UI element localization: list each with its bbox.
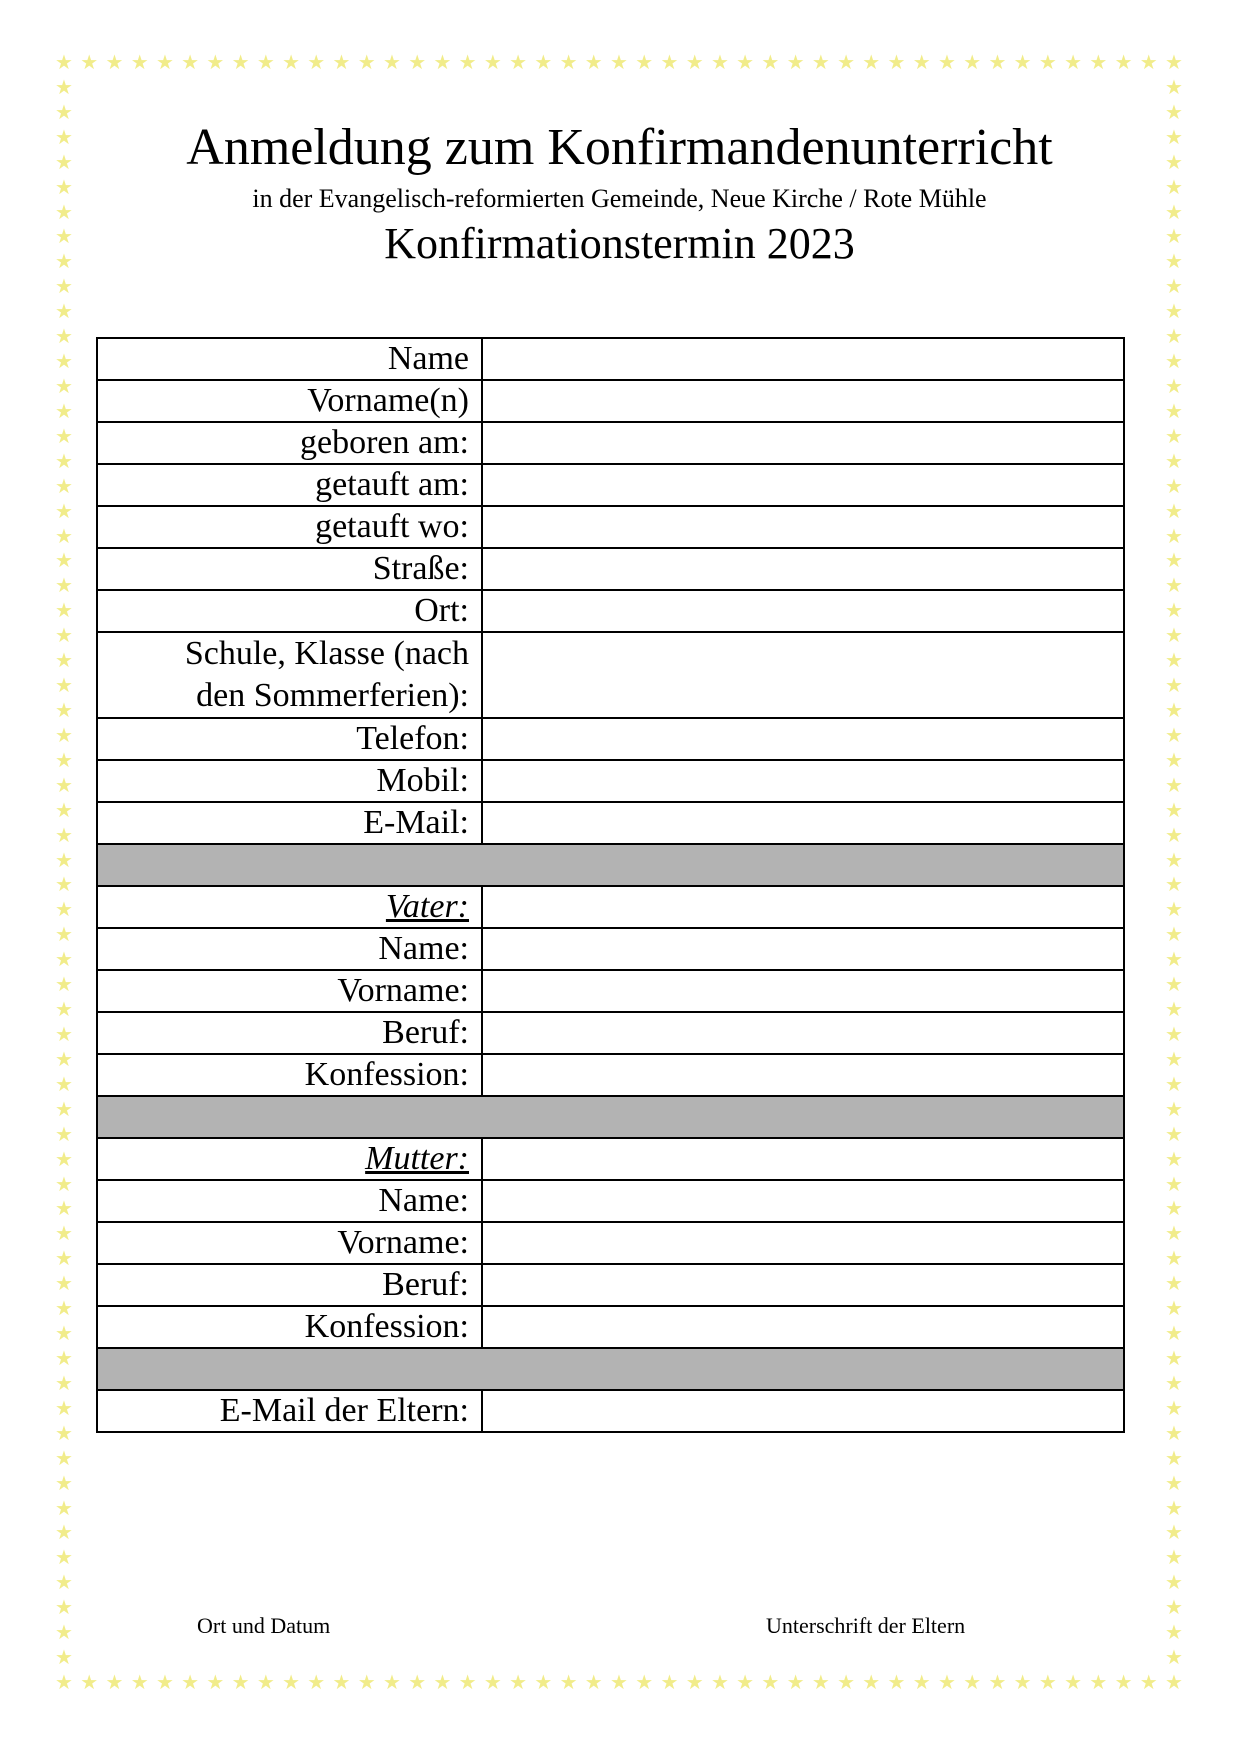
star-icon: ★ xyxy=(433,1670,452,1694)
star-icon: ★ xyxy=(282,50,300,74)
star-icon: ★ xyxy=(1165,99,1183,124)
field-father-name[interactable] xyxy=(482,928,1124,970)
star-icon: ★ xyxy=(1064,50,1083,74)
father-heading-text: Vater: xyxy=(385,888,469,925)
star-icon: ★ xyxy=(862,50,881,74)
star-icon: ★ xyxy=(1165,249,1183,274)
separator-bar xyxy=(97,1348,1124,1390)
place-date-label: Ort und Datum xyxy=(197,1613,331,1638)
star-icon: ★ xyxy=(55,274,73,299)
star-icon: ★ xyxy=(509,1670,528,1694)
star-icon: ★ xyxy=(55,673,73,698)
star-icon: ★ xyxy=(256,50,275,74)
star-icon: ★ xyxy=(988,50,1007,74)
star-icon: ★ xyxy=(1165,1171,1183,1196)
star-icon: ★ xyxy=(55,698,73,722)
label-first-names: Vorname(n) xyxy=(97,380,482,422)
label-parents-email: E-Mail der Eltern: xyxy=(97,1390,482,1432)
field-email[interactable] xyxy=(482,802,1124,844)
star-icon: ★ xyxy=(1165,224,1183,249)
field-name[interactable] xyxy=(482,338,1124,380)
star-icon: ★ xyxy=(1165,598,1183,623)
star-icon: ★ xyxy=(55,224,73,249)
star-icon: ★ xyxy=(55,548,73,573)
star-icon: ★ xyxy=(55,374,73,398)
star-icon: ★ xyxy=(256,1670,275,1694)
star-icon: ★ xyxy=(534,1670,553,1694)
star-icon: ★ xyxy=(55,1395,73,1420)
star-icon: ★ xyxy=(1013,1670,1032,1694)
star-icon: ★ xyxy=(382,50,401,74)
star-icon: ★ xyxy=(710,50,729,74)
label-school-line2: den Sommerferien): xyxy=(196,677,469,714)
star-icon: ★ xyxy=(55,1370,73,1395)
field-mother-profession[interactable] xyxy=(482,1264,1124,1306)
star-icon: ★ xyxy=(55,299,73,324)
star-icon: ★ xyxy=(1089,50,1108,74)
label-mother-profession: Beruf: xyxy=(97,1264,482,1306)
star-icon: ★ xyxy=(1165,498,1183,523)
separator-bar xyxy=(97,844,1124,886)
field-first-names[interactable] xyxy=(482,380,1124,422)
star-icon: ★ xyxy=(55,1271,73,1296)
star-icon: ★ xyxy=(55,1445,73,1470)
star-icon: ★ xyxy=(862,1670,881,1694)
star-icon: ★ xyxy=(635,50,654,74)
star-icon: ★ xyxy=(559,1670,578,1694)
star-icon: ★ xyxy=(1165,897,1183,922)
field-father-confession[interactable] xyxy=(482,1054,1124,1096)
star-icon: ★ xyxy=(1165,747,1183,772)
star-icon: ★ xyxy=(1165,1495,1183,1520)
star-icon: ★ xyxy=(811,1670,830,1694)
star-icon: ★ xyxy=(1165,772,1183,797)
star-icon: ★ xyxy=(1165,623,1183,648)
star-icon: ★ xyxy=(1165,324,1183,349)
star-icon: ★ xyxy=(458,1670,477,1694)
star-icon: ★ xyxy=(1165,473,1183,498)
star-icon: ★ xyxy=(584,1670,603,1694)
label-father-first-name: Vorname: xyxy=(97,970,482,1012)
star-icon: ★ xyxy=(963,1670,982,1694)
star-icon: ★ xyxy=(1165,1146,1183,1171)
star-icon: ★ xyxy=(382,1670,401,1694)
star-icon: ★ xyxy=(55,747,73,772)
star-icon: ★ xyxy=(1165,673,1183,698)
star-icon: ★ xyxy=(55,598,73,623)
field-baptism-date[interactable] xyxy=(482,464,1124,506)
label-father-name: Name: xyxy=(97,928,482,970)
star-icon: ★ xyxy=(1165,1271,1183,1296)
star-icon: ★ xyxy=(736,1670,755,1694)
star-icon: ★ xyxy=(1165,523,1183,548)
star-icon: ★ xyxy=(55,1470,73,1495)
star-icon: ★ xyxy=(55,922,73,947)
star-icon: ★ xyxy=(155,50,174,74)
star-icon: ★ xyxy=(887,50,906,74)
star-icon: ★ xyxy=(55,822,73,847)
star-icon: ★ xyxy=(1165,648,1183,673)
star-icon: ★ xyxy=(1165,1321,1183,1346)
field-birth-date[interactable] xyxy=(482,422,1124,464)
star-icon: ★ xyxy=(1165,374,1183,398)
star-icon: ★ xyxy=(55,972,73,997)
star-icon: ★ xyxy=(155,1670,174,1694)
star-icon: ★ xyxy=(55,249,73,274)
star-icon: ★ xyxy=(55,498,73,523)
star-icon: ★ xyxy=(1165,1296,1183,1321)
star-icon: ★ xyxy=(332,50,351,74)
star-icon: ★ xyxy=(55,1096,73,1121)
page-title: Anmeldung zum Konfirmandenunterricht xyxy=(186,119,1053,176)
star-icon: ★ xyxy=(55,1595,73,1620)
star-icon: ★ xyxy=(610,1670,628,1694)
label-name: Name xyxy=(97,338,482,380)
label-school-line1: Schule, Klasse (nach xyxy=(184,635,469,672)
star-icon: ★ xyxy=(55,1346,73,1370)
star-icon: ★ xyxy=(1165,972,1183,997)
star-icon: ★ xyxy=(55,947,73,972)
star-icon: ★ xyxy=(307,1670,326,1694)
star-icon: ★ xyxy=(1165,1221,1183,1246)
star-icon: ★ xyxy=(55,1171,73,1196)
star-icon: ★ xyxy=(55,1495,73,1520)
star-icon: ★ xyxy=(1165,1346,1183,1370)
star-icon: ★ xyxy=(1165,149,1183,174)
star-icon: ★ xyxy=(55,174,73,199)
star-icon: ★ xyxy=(55,1296,73,1321)
star-icon: ★ xyxy=(55,324,73,349)
star-icon: ★ xyxy=(408,1670,427,1694)
star-icon: ★ xyxy=(1114,1670,1133,1694)
star-icon: ★ xyxy=(1139,50,1158,74)
field-street[interactable] xyxy=(482,548,1124,590)
label-school xyxy=(97,632,482,718)
label-city: Ort: xyxy=(97,590,482,632)
star-icon: ★ xyxy=(1038,50,1057,74)
star-icon: ★ xyxy=(1089,1670,1108,1694)
field-mother-name[interactable] xyxy=(482,1180,1124,1222)
star-icon: ★ xyxy=(55,772,73,797)
star-icon: ★ xyxy=(55,50,73,74)
star-icon: ★ xyxy=(1165,1246,1183,1271)
label-mother-first-name: Vorname: xyxy=(97,1222,482,1264)
label-father-profession: Beruf: xyxy=(97,1012,482,1054)
star-icon: ★ xyxy=(483,50,502,74)
star-icon: ★ xyxy=(1165,423,1183,448)
star-icon: ★ xyxy=(55,1146,73,1171)
star-icon: ★ xyxy=(1165,872,1183,897)
signature-label: Unterschrift der Eltern xyxy=(766,1613,966,1638)
star-icon: ★ xyxy=(55,897,73,922)
star-icon: ★ xyxy=(55,349,73,374)
star-icon: ★ xyxy=(55,797,73,822)
star-icon: ★ xyxy=(357,50,376,74)
star-icon: ★ xyxy=(1165,199,1183,224)
star-icon: ★ xyxy=(55,573,73,598)
star-icon: ★ xyxy=(1165,174,1183,199)
star-icon: ★ xyxy=(55,473,73,498)
star-icon: ★ xyxy=(1165,847,1183,872)
label-mother-confession: Konfession: xyxy=(97,1306,482,1348)
star-icon: ★ xyxy=(1165,1370,1183,1395)
star-icon: ★ xyxy=(610,50,628,74)
star-icon: ★ xyxy=(55,1046,73,1071)
star-icon: ★ xyxy=(55,1246,73,1271)
star-icon: ★ xyxy=(660,50,679,74)
star-icon: ★ xyxy=(55,1520,73,1545)
star-icon: ★ xyxy=(685,50,704,74)
star-icon: ★ xyxy=(1165,1046,1183,1071)
star-icon: ★ xyxy=(1165,1121,1183,1146)
star-icon: ★ xyxy=(231,50,250,74)
star-icon: ★ xyxy=(307,50,326,74)
star-icon: ★ xyxy=(1165,1395,1183,1420)
star-icon: ★ xyxy=(55,523,73,548)
star-icon: ★ xyxy=(660,1670,679,1694)
star-icon: ★ xyxy=(55,74,73,99)
field-father-first-name[interactable] xyxy=(482,970,1124,1012)
father-heading xyxy=(97,886,482,928)
star-icon: ★ xyxy=(786,50,805,74)
star-icon: ★ xyxy=(130,50,149,74)
star-icon: ★ xyxy=(1165,698,1183,722)
field-mobile[interactable] xyxy=(482,760,1124,802)
star-icon: ★ xyxy=(55,199,73,224)
star-icon: ★ xyxy=(55,997,73,1022)
star-icon: ★ xyxy=(55,1321,73,1346)
star-icon: ★ xyxy=(937,1670,956,1694)
star-icon: ★ xyxy=(55,1420,73,1445)
star-icon: ★ xyxy=(1165,797,1183,822)
star-icon: ★ xyxy=(1165,1595,1183,1620)
label-baptism-place: getauft wo: xyxy=(97,506,482,548)
star-icon: ★ xyxy=(1165,1071,1183,1096)
star-icon: ★ xyxy=(55,448,73,473)
star-icon: ★ xyxy=(483,1670,502,1694)
star-icon: ★ xyxy=(1165,74,1183,99)
field-mother-first-name[interactable] xyxy=(482,1222,1124,1264)
mother-heading xyxy=(97,1138,482,1180)
label-street: Straße: xyxy=(97,548,482,590)
star-icon: ★ xyxy=(105,1670,124,1694)
field-city[interactable] xyxy=(482,590,1124,632)
star-icon: ★ xyxy=(1165,1545,1183,1570)
star-icon: ★ xyxy=(55,99,73,124)
star-icon: ★ xyxy=(1165,922,1183,947)
star-icon: ★ xyxy=(988,1670,1007,1694)
star-icon: ★ xyxy=(1064,1670,1083,1694)
star-icon: ★ xyxy=(1165,822,1183,847)
star-icon: ★ xyxy=(1165,1096,1183,1121)
star-icon: ★ xyxy=(55,1570,73,1595)
star-icon: ★ xyxy=(55,149,73,174)
star-icon: ★ xyxy=(736,50,755,74)
star-icon: ★ xyxy=(357,1670,376,1694)
star-icon: ★ xyxy=(1165,1570,1183,1595)
star-icon: ★ xyxy=(55,1121,73,1146)
star-icon: ★ xyxy=(55,124,73,149)
star-icon: ★ xyxy=(837,50,855,74)
registration-form xyxy=(96,337,1125,1433)
mother-heading-text: Mutter: xyxy=(365,1140,469,1177)
star-icon: ★ xyxy=(1165,947,1183,972)
star-icon: ★ xyxy=(1165,997,1183,1022)
star-icon: ★ xyxy=(1165,349,1183,374)
star-icon: ★ xyxy=(458,50,477,74)
star-icon: ★ xyxy=(635,1670,654,1694)
star-icon: ★ xyxy=(1165,1470,1183,1495)
confirmation-term: Konfirmationstermin 2023 xyxy=(384,219,855,268)
label-mother-name: Name: xyxy=(97,1180,482,1222)
star-icon: ★ xyxy=(1165,274,1183,299)
label-baptism-date: getauft am: xyxy=(97,464,482,506)
label-birth-date: geboren am: xyxy=(97,422,482,464)
field-mother-confession[interactable] xyxy=(482,1306,1124,1348)
star-icon: ★ xyxy=(231,1670,250,1694)
page-subtitle: in der Evangelisch-reformierten Gemeinde, Neue Kirche / Rote Mühle xyxy=(252,184,987,213)
star-icon: ★ xyxy=(55,872,73,897)
label-mobile: Mobil: xyxy=(97,760,482,802)
star-icon: ★ xyxy=(1165,398,1183,423)
star-icon: ★ xyxy=(1165,124,1183,149)
star-icon: ★ xyxy=(1165,548,1183,573)
star-icon: ★ xyxy=(332,1670,351,1694)
star-icon: ★ xyxy=(963,50,982,74)
star-icon: ★ xyxy=(55,1670,73,1694)
star-icon: ★ xyxy=(1165,1670,1183,1694)
star-icon: ★ xyxy=(534,50,553,74)
star-icon: ★ xyxy=(55,623,73,648)
star-icon: ★ xyxy=(181,1670,200,1694)
star-icon: ★ xyxy=(80,1670,99,1694)
star-icon: ★ xyxy=(1165,1520,1183,1545)
star-icon: ★ xyxy=(1165,1645,1183,1670)
star-icon: ★ xyxy=(55,1645,73,1670)
star-icon: ★ xyxy=(509,50,528,74)
star-icon: ★ xyxy=(887,1670,906,1694)
star-icon: ★ xyxy=(130,1670,149,1694)
field-father-profession[interactable] xyxy=(482,1012,1124,1054)
star-icon: ★ xyxy=(1165,448,1183,473)
star-icon: ★ xyxy=(1165,1196,1183,1221)
label-phone: Telefon: xyxy=(97,718,482,760)
star-icon: ★ xyxy=(761,50,780,74)
star-icon: ★ xyxy=(55,423,73,448)
star-icon: ★ xyxy=(1165,1620,1183,1645)
star-icon: ★ xyxy=(1165,299,1183,324)
star-icon: ★ xyxy=(181,50,200,74)
star-icon: ★ xyxy=(811,50,830,74)
star-icon: ★ xyxy=(55,1545,73,1570)
star-icon: ★ xyxy=(584,50,603,74)
star-icon: ★ xyxy=(206,1670,225,1694)
star-icon: ★ xyxy=(912,50,931,74)
star-icon: ★ xyxy=(559,50,578,74)
star-icon: ★ xyxy=(55,1022,73,1046)
star-icon: ★ xyxy=(1038,1670,1057,1694)
separator-bar xyxy=(97,1096,1124,1138)
star-icon: ★ xyxy=(433,50,452,74)
star-icon: ★ xyxy=(710,1670,729,1694)
star-icon: ★ xyxy=(55,398,73,423)
star-icon: ★ xyxy=(937,50,956,74)
star-icon: ★ xyxy=(80,50,99,74)
star-icon: ★ xyxy=(1165,573,1183,598)
field-baptism-place[interactable] xyxy=(482,506,1124,548)
star-icon: ★ xyxy=(685,1670,704,1694)
field-phone[interactable] xyxy=(482,718,1124,760)
field-school[interactable] xyxy=(482,632,1124,718)
star-icon: ★ xyxy=(1013,50,1032,74)
star-icon: ★ xyxy=(55,847,73,872)
star-icon: ★ xyxy=(105,50,124,74)
field-parents-email[interactable] xyxy=(482,1390,1124,1432)
star-icon: ★ xyxy=(837,1670,855,1694)
star-icon: ★ xyxy=(408,50,427,74)
label-email: E-Mail: xyxy=(97,802,482,844)
star-icon: ★ xyxy=(1165,722,1183,747)
star-icon: ★ xyxy=(761,1670,780,1694)
star-icon: ★ xyxy=(1165,1445,1183,1470)
star-icon: ★ xyxy=(282,1670,300,1694)
star-icon: ★ xyxy=(55,1196,73,1221)
star-icon: ★ xyxy=(55,648,73,673)
star-icon: ★ xyxy=(786,1670,805,1694)
label-father-confession: Konfession: xyxy=(97,1054,482,1096)
field-mother-heading[interactable] xyxy=(482,1138,1124,1180)
star-icon: ★ xyxy=(1114,50,1133,74)
star-icon: ★ xyxy=(912,1670,931,1694)
star-icon: ★ xyxy=(1165,1022,1183,1046)
star-icon: ★ xyxy=(55,722,73,747)
star-icon: ★ xyxy=(1165,50,1183,74)
star-icon: ★ xyxy=(1139,1670,1158,1694)
star-icon: ★ xyxy=(1165,1420,1183,1445)
star-icon: ★ xyxy=(55,1221,73,1246)
star-icon: ★ xyxy=(55,1620,73,1645)
field-father-heading[interactable] xyxy=(482,886,1124,928)
star-icon: ★ xyxy=(55,1071,73,1096)
star-icon: ★ xyxy=(206,50,225,74)
